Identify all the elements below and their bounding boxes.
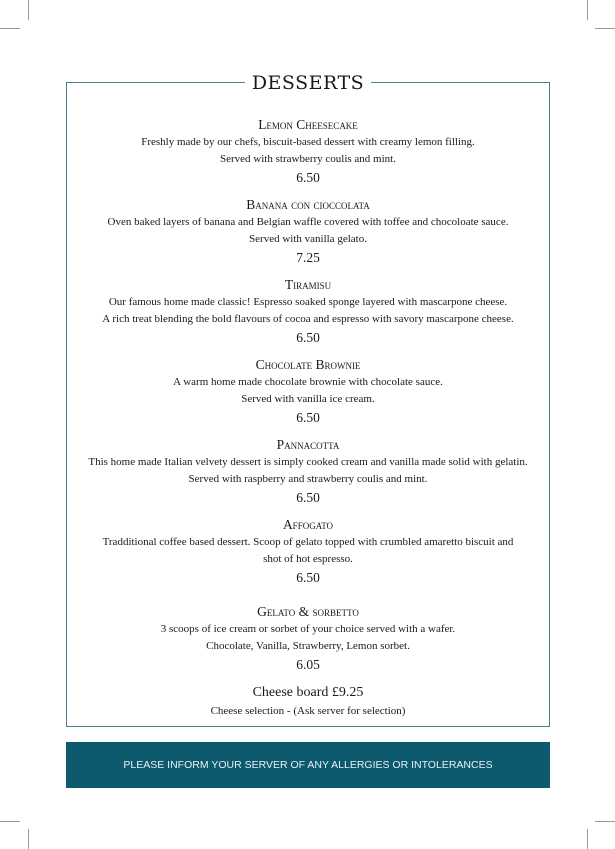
item-price: 6.50 <box>296 570 320 585</box>
crop-mark <box>0 821 20 822</box>
page-title: DESSERTS <box>245 70 371 96</box>
item-description: Served with vanilla ice cream. <box>241 393 375 405</box>
crop-mark <box>587 0 588 20</box>
menu-page <box>66 72 550 788</box>
item-description: Served with strawberry coulis and mint. <box>220 153 396 165</box>
crop-mark <box>0 28 20 29</box>
item-description: Cheese selection - (Ask server for selection) <box>210 705 406 717</box>
menu-frame <box>66 72 550 727</box>
item-description: Oven baked layers of banana and Belgian waffle covered with toffee and chocoloate sauce. <box>107 216 509 228</box>
crop-mark <box>595 28 615 29</box>
item-name: Banana con cioccolata <box>246 197 370 212</box>
item-description: Chocolate, Vanilla, Strawberry, Lemon sorbet. <box>206 640 410 652</box>
item-name: Pannacotta <box>276 437 340 452</box>
item-description: A warm home made chocolate brownie with chocolate sauce. <box>173 376 443 388</box>
menu-item-pannacotta <box>73 436 543 516</box>
item-price: 6.50 <box>296 170 320 185</box>
allergy-notice-banner <box>66 742 550 788</box>
item-price: 6.50 <box>296 490 320 505</box>
item-price: 6.05 <box>296 657 320 672</box>
menu-item-tiramisu <box>73 276 543 356</box>
item-name: Gelato & sorbetto <box>257 604 359 619</box>
menu-item-chocolate-brownie <box>73 356 543 436</box>
item-description: Tradditional coffee based dessert. Scoop of gelato topped with crumbled amaretto biscuit and <box>102 536 514 548</box>
item-description: Freshly made by our chefs, biscuit-based dessert with creamy lemon filling. <box>141 136 475 148</box>
item-description: Served with raspberry and strawberry coulis and mint. <box>188 473 428 485</box>
crop-mark <box>28 829 29 849</box>
menu-item-gelato-sorbetto <box>73 603 543 683</box>
item-price: 7.25 <box>296 250 320 265</box>
item-description: shot of hot espresso. <box>263 553 353 565</box>
allergy-notice-text: PLEASE INFORM YOUR SERVER OF ANY ALLERGIES OR INTOLERANCES <box>123 759 493 771</box>
item-description: A rich treat blending the bold flavours of cocoa and espresso with savory mascarpone cheese. <box>102 313 514 325</box>
item-name: Affogato <box>282 517 334 532</box>
crop-mark <box>587 829 588 849</box>
crop-mark <box>28 0 29 20</box>
menu-item-lemon-cheesecake <box>73 116 543 196</box>
item-description: Our famous home made classic! Espresso soaked sponge layered with mascarpone cheese. <box>108 296 508 308</box>
item-description: Served with vanilla gelato. <box>249 233 367 245</box>
item-name: Tiramisu <box>284 277 332 292</box>
item-price: 6.50 <box>296 330 320 345</box>
item-description: 3 scoops of ice cream or sorbet of your choice served with a wafer. <box>160 623 456 635</box>
item-price: 6.50 <box>296 410 320 425</box>
item-name: Cheese board £9.25 <box>252 685 364 700</box>
menu-item-affogato <box>73 516 543 596</box>
menu-item-cheese-board <box>73 683 543 720</box>
menu-item-banana-con-cioccolata <box>73 196 543 276</box>
item-description: This home made Italian velvety dessert is simply cooked cream and vanilla made solid with gelatin. <box>88 456 528 468</box>
item-name: Lemon Cheesecake <box>258 117 358 132</box>
item-name: Chocolate Brownie <box>255 357 361 372</box>
crop-mark <box>595 821 615 822</box>
